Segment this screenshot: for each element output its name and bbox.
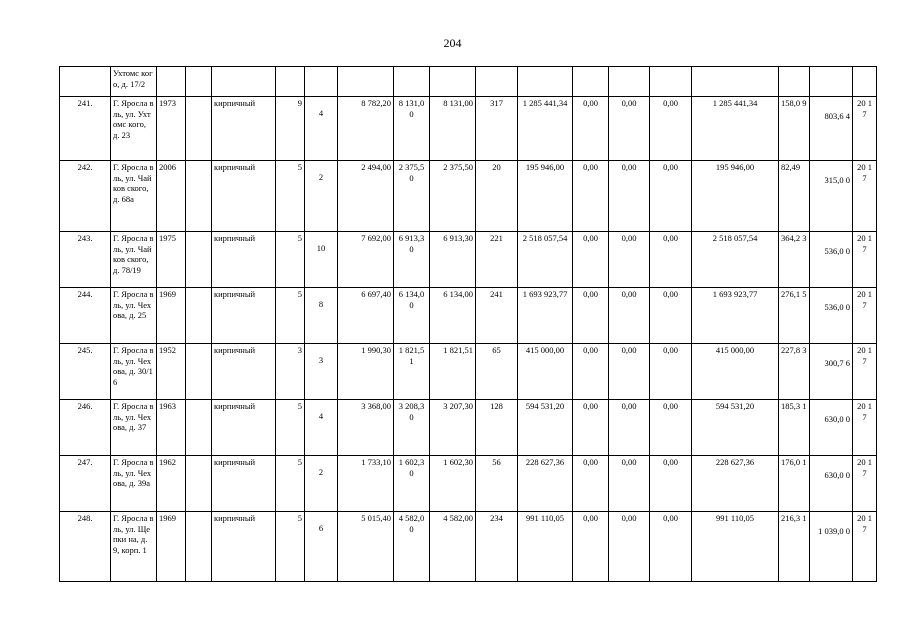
cell-max-cost-per-sqm: 630,0 0: [810, 400, 853, 456]
cell-funds-1: 0,00: [573, 456, 609, 512]
cell-material: кирпичный: [212, 456, 276, 512]
table-row: [60, 400, 877, 456]
cell-cost-per-sqm: 364,2 3: [779, 232, 810, 288]
cell-entrances: 4: [305, 97, 338, 161]
cell-cost: 991 110,05: [518, 512, 573, 582]
cell-total-area: 2 494,00: [338, 161, 394, 232]
cell-entrances: 3: [305, 344, 338, 400]
cell-num: 247.: [60, 456, 111, 512]
cell-address: Г. Яросла вль, ул. Ухтомс кого, д. 23: [111, 97, 157, 161]
cell-address: Г. Яросла вль, ул. Чайков ского, д. 68а: [111, 161, 157, 232]
cell-funds-1: 0,00: [573, 512, 609, 582]
cell-area-c: 3 207,30: [430, 400, 476, 456]
cell-plan-year: 20 17: [853, 161, 877, 232]
cell-material: кирпичный: [212, 512, 276, 582]
cell-num: 243.: [60, 232, 111, 288]
cell-cost-per-sqm: 176,0 1: [779, 456, 810, 512]
cell-cost: 228 627,36: [518, 456, 573, 512]
cell-area-b: 4 582,0 0: [394, 512, 430, 582]
table-row: [60, 97, 877, 161]
cell-blank: [186, 161, 212, 232]
cell-plan-year: 20 17: [853, 456, 877, 512]
cell-entrances: 2: [305, 456, 338, 512]
cell-floors: 5: [276, 456, 305, 512]
cell-funds-2: 0,00: [609, 232, 650, 288]
cell-max-cost-per-sqm: 536,0 0: [810, 232, 853, 288]
cell-year: 1963: [157, 400, 186, 456]
cell-cost-per-sqm: 216,3 1: [779, 512, 810, 582]
cell-area-c: 1 602,30: [430, 456, 476, 512]
cell-residents: 128: [476, 400, 518, 456]
cell-funds-3: 0,00: [650, 232, 692, 288]
cell-plan-year: 20 17: [853, 344, 877, 400]
cell-blank: [186, 456, 212, 512]
cell-year: 1973: [157, 97, 186, 161]
cell-area-c: 4 582,00: [430, 512, 476, 582]
cell-address: Г. Яросла вль, ул. Чехова, д. 30/16: [111, 344, 157, 400]
cell-area-b: 8 131,0 0: [394, 97, 430, 161]
cell-total-cost: 2 518 057,54: [692, 232, 779, 288]
cell-funds-1: 0,00: [573, 400, 609, 456]
cell-address: Г. Яросла вль, ул. Чайков ского, д. 78/19: [111, 232, 157, 288]
cell-total-area: 1 990,30: [338, 344, 394, 400]
cell-funds-2: 0,00: [609, 288, 650, 344]
cell-max-cost-per-sqm: 803,6 4: [810, 97, 853, 161]
table-row: [60, 344, 877, 400]
cell-cost: 1 693 923,77: [518, 288, 573, 344]
cell-year: 1969: [157, 288, 186, 344]
table-row: [60, 232, 877, 288]
cell-residents: 65: [476, 344, 518, 400]
cell-residents: 317: [476, 97, 518, 161]
cell-total-cost: 228 627,36: [692, 456, 779, 512]
cell-funds-1: 0,00: [573, 288, 609, 344]
cell-year: 1962: [157, 456, 186, 512]
cell-residents: 20: [476, 161, 518, 232]
cell-area-b: 3 208,3 0: [394, 400, 430, 456]
cell-area-c: 2 375,50: [430, 161, 476, 232]
cell-floors: 9: [276, 97, 305, 161]
cell-num: [60, 67, 111, 97]
cell-cost: 1 285 441,34: [518, 97, 573, 161]
cell-address: Г. Яросла вль, ул. Чехова, д. 37: [111, 400, 157, 456]
cell-area-b: 6 134,0 0: [394, 288, 430, 344]
cell-plan-year: 20 17: [853, 232, 877, 288]
cell-total-area: 5 015,40: [338, 512, 394, 582]
cell-total-cost: 195 946,00: [692, 161, 779, 232]
cell-year: 1952: [157, 344, 186, 400]
cell-funds-1: 0,00: [573, 344, 609, 400]
cell-total-cost: 1 285 441,34: [692, 97, 779, 161]
cell-floors: 5: [276, 161, 305, 232]
cell-floors: 5: [276, 400, 305, 456]
cell-year: 1969: [157, 512, 186, 582]
cell-residents: 241: [476, 288, 518, 344]
cell-entrances: 6: [305, 512, 338, 582]
cell-num: 241.: [60, 97, 111, 161]
cell-entrances: 10: [305, 232, 338, 288]
cell-total-area: 3 368,00: [338, 400, 394, 456]
cell-funds-3: 0,00: [650, 344, 692, 400]
cell-num: 248.: [60, 512, 111, 582]
cell-num: 244.: [60, 288, 111, 344]
cell-year: 1975: [157, 232, 186, 288]
cell-floors: 5: [276, 512, 305, 582]
housing-table: [59, 66, 877, 582]
cell-blank: [186, 97, 212, 161]
cell-residents: 221: [476, 232, 518, 288]
cell-total-cost: 1 693 923,77: [692, 288, 779, 344]
cell-cost-per-sqm: 82,49: [779, 161, 810, 232]
cell-address: Г. Яросла вль, ул. Чехова, д. 39а: [111, 456, 157, 512]
cell-max-cost-per-sqm: 315,0 0: [810, 161, 853, 232]
cell-total-area: 8 782,20: [338, 97, 394, 161]
cell-address: Г. Яросла вль, ул. Щепки на, д. 9, корп. 1: [111, 512, 157, 582]
cell-area-b: 1 821,5 1: [394, 344, 430, 400]
cell-funds-2: 0,00: [609, 161, 650, 232]
cell-cost-per-sqm: 276,1 5: [779, 288, 810, 344]
cell-area-c: 6 913,30: [430, 232, 476, 288]
cell-floors: 3: [276, 344, 305, 400]
cell-area-b: 2 375,5 0: [394, 161, 430, 232]
cell-area-b: 1 602,3 0: [394, 456, 430, 512]
cell-cost: 195 946,00: [518, 161, 573, 232]
cell-total-cost: 991 110,05: [692, 512, 779, 582]
cell-total-cost: 415 000,00: [692, 344, 779, 400]
cell-entrances: 8: [305, 288, 338, 344]
cell-num: 245.: [60, 344, 111, 400]
cell-cost: 415 000,00: [518, 344, 573, 400]
cell-funds-3: 0,00: [650, 161, 692, 232]
cell-funds-3: 0,00: [650, 400, 692, 456]
cell-area-c: 6 134,00: [430, 288, 476, 344]
cell-cost: 2 518 057,54: [518, 232, 573, 288]
cell-area-b: 6 913,3 0: [394, 232, 430, 288]
cell-max-cost-per-sqm: 300,7 6: [810, 344, 853, 400]
cell-material: кирпичный: [212, 161, 276, 232]
cell-funds-2: 0,00: [609, 456, 650, 512]
cell-plan-year: 20 17: [853, 400, 877, 456]
cell-blank: [186, 288, 212, 344]
cell-floors: 5: [276, 232, 305, 288]
cell-cost-per-sqm: 158,0 9: [779, 97, 810, 161]
cell-plan-year: 20 17: [853, 97, 877, 161]
cell-funds-2: 0,00: [609, 344, 650, 400]
cell-max-cost-per-sqm: 630,0 0: [810, 456, 853, 512]
cell-funds-2: 0,00: [609, 97, 650, 161]
cell-address: Ухтомс кого, д. 17/2: [111, 67, 157, 97]
cell-material: кирпичный: [212, 97, 276, 161]
cell-funds-3: 0,00: [650, 512, 692, 582]
cell-area-c: 1 821,51: [430, 344, 476, 400]
cell-residents: 234: [476, 512, 518, 582]
cell-funds-1: 0,00: [573, 97, 609, 161]
cell-funds-3: 0,00: [650, 456, 692, 512]
cell-max-cost-per-sqm: 536,0 0: [810, 288, 853, 344]
cell-funds-1: 0,00: [573, 232, 609, 288]
cell-funds-2: 0,00: [609, 400, 650, 456]
cell-blank: [186, 512, 212, 582]
cell-blank: [186, 400, 212, 456]
cell-blank: [186, 344, 212, 400]
cell-entrances: 2: [305, 161, 338, 232]
cell-blank: [186, 232, 212, 288]
cell-cost: 594 531,20: [518, 400, 573, 456]
cell-address: Г. Яросла вль, ул. Чехова, д. 25: [111, 288, 157, 344]
cell-material: кирпичный: [212, 400, 276, 456]
page-number: 204: [443, 36, 462, 50]
table-row-carryover: [60, 67, 877, 97]
cell-floors: 5: [276, 288, 305, 344]
cell-num: 242.: [60, 161, 111, 232]
cell-material: кирпичный: [212, 344, 276, 400]
cell-material: кирпичный: [212, 232, 276, 288]
cell-funds-2: 0,00: [609, 512, 650, 582]
cell-total-area: 7 692,00: [338, 232, 394, 288]
cell-total-cost: 594 531,20: [692, 400, 779, 456]
table-row: [60, 512, 877, 582]
cell-entrances: 4: [305, 400, 338, 456]
table-row: [60, 161, 877, 232]
cell-year: 2006: [157, 161, 186, 232]
cell-total-area: 1 733,10: [338, 456, 394, 512]
cell-funds-3: 0,00: [650, 288, 692, 344]
table-row: [60, 288, 877, 344]
cell-residents: 56: [476, 456, 518, 512]
cell-funds-1: 0,00: [573, 161, 609, 232]
cell-num: 246.: [60, 400, 111, 456]
cell-cost-per-sqm: 227,8 3: [779, 344, 810, 400]
cell-total-area: 6 697,40: [338, 288, 394, 344]
cell-material: кирпичный: [212, 288, 276, 344]
cell-plan-year: 20 17: [853, 288, 877, 344]
cell-plan-year: 20 17: [853, 512, 877, 582]
cell-area-c: 8 131,00: [430, 97, 476, 161]
cell-max-cost-per-sqm: 1 039,0 0: [810, 512, 853, 582]
table-row: [60, 456, 877, 512]
cell-cost-per-sqm: 185,3 1: [779, 400, 810, 456]
cell-funds-3: 0,00: [650, 97, 692, 161]
